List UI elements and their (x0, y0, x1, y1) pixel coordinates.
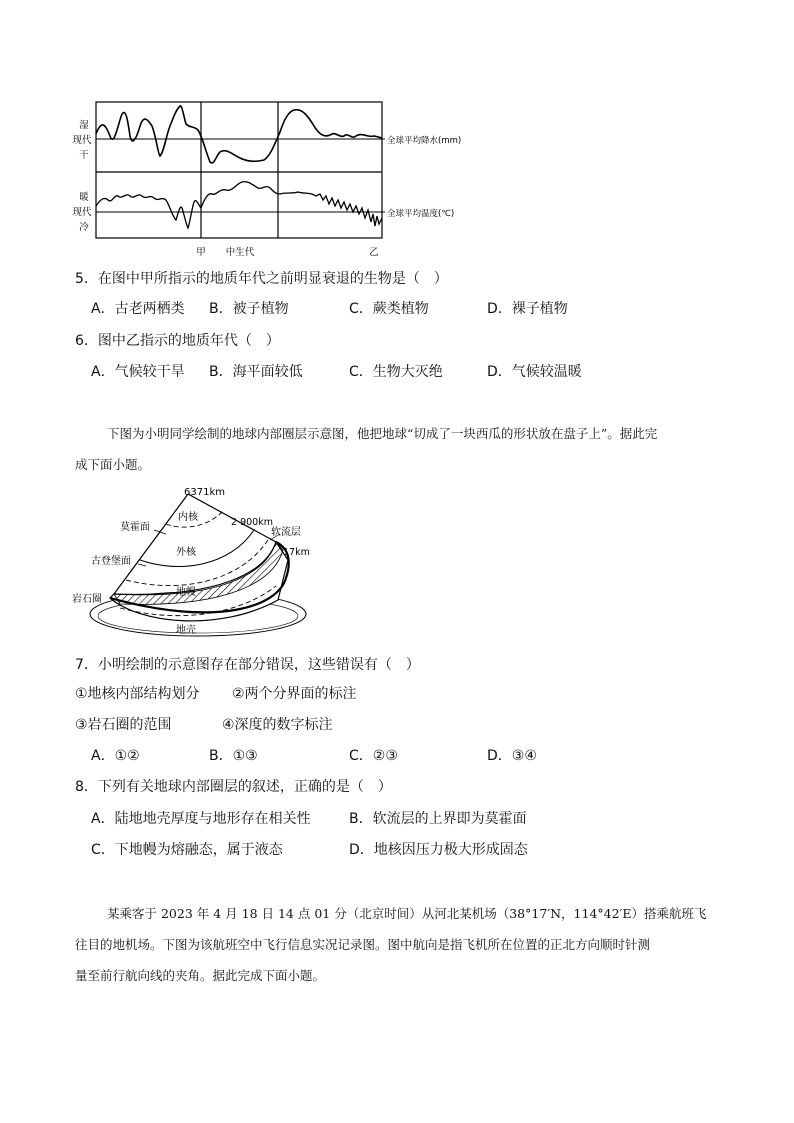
climate-figure (70, 96, 490, 261)
q7-item-1: ①地核内部结构划分 (75, 686, 200, 702)
intro-paragraph-2-line-1: 某乘客于 2023 年 4 月 18 日 14 点 01 分（北京时间）从河北某机场（38°17′N，114°42′E）搭乘航班飞 (107, 906, 707, 921)
q5-option-d[interactable]: D．裸子植物 (487, 301, 568, 317)
label-moho: 莫霍面 (120, 522, 150, 533)
label-2900km: 2 900km (231, 517, 273, 528)
y-label-cold: 冷 (79, 222, 89, 233)
q7-item-2: ②两个分界面的标注 (232, 686, 357, 702)
question-7: 7．小明绘制的示意图存在部分错误，这些错误有（ ） (75, 657, 420, 673)
question-6: 6．图中乙指示的地质年代（ ） (75, 333, 280, 349)
q6-option-b[interactable]: B．海平面较低 (209, 364, 303, 380)
q5-option-c[interactable]: C．蕨类植物 (349, 301, 429, 317)
q8-option-b[interactable]: B．软流层的上界即为莫霍面 (349, 811, 527, 827)
q7-option-b[interactable]: B．①③ (209, 748, 258, 764)
label-17km: 17km (283, 547, 310, 558)
label-outer-core: 外核 (176, 547, 196, 558)
q7-item-4: ④深度的数字标注 (222, 717, 333, 733)
label-6371km: 6371km (184, 487, 225, 498)
label-inner-core: 内核 (178, 512, 198, 523)
earth-interior-diagram (70, 482, 310, 642)
label-asthenosphere: 软流层 (271, 527, 301, 538)
label-crust: 地壳 (176, 625, 196, 636)
y-label-warm: 暖 (79, 192, 89, 203)
intro-paragraph-1-line-2: 成下面小题。 (75, 457, 151, 472)
temp-curve (96, 182, 382, 228)
q7-item-3: ③岩石圈的范围 (75, 717, 172, 733)
earth-interior-figure (70, 482, 310, 642)
precip-curve (96, 106, 382, 163)
y-label-modern-top: 现代 (72, 135, 92, 146)
question-5: 5．在图中甲所指示的地质年代之前明显衰退的生物是（ ） (75, 271, 448, 287)
q8-option-a[interactable]: A．陆地地壳厚度与地形存在相关性 (91, 811, 311, 827)
q8-option-c[interactable]: C．下地幔为熔融态，属于液态 (91, 842, 283, 858)
q7-option-c[interactable]: C．②③ (349, 748, 398, 764)
y-label-wet: 湿 (79, 120, 89, 131)
x-label-jia: 甲 (196, 247, 206, 258)
q7-option-a[interactable]: A．①② (91, 748, 140, 764)
question-8: 8．下列有关地球内部圈层的叙述，正确的是（ ） (75, 779, 392, 795)
q5-option-a[interactable]: A．古老两栖类 (91, 301, 185, 317)
y-label-modern-bottom: 现代 (72, 207, 92, 218)
q5-option-b[interactable]: B．被子植物 (209, 301, 289, 317)
y-label-dry: 干 (79, 150, 89, 161)
q7-option-d[interactable]: D．③④ (487, 748, 537, 764)
x-label-mesozoic: 中生代 (225, 247, 255, 258)
q6-option-d[interactable]: D．气候较温暖 (487, 364, 582, 380)
temp-label: 全球平均温度(℃) (387, 209, 455, 219)
intro-paragraph-2-line-3: 量至前行航向线的夹角。据此完成下面小题。 (75, 968, 326, 983)
label-lithosphere: 岩石圈 (72, 594, 102, 605)
q6-option-c[interactable]: C．生物大灭绝 (349, 364, 443, 380)
climate-chart (70, 96, 490, 261)
intro-paragraph-1-line-1: 下图为小明同学绘制的地球内部圈层示意图，他把地球“切成了一块西瓜的形状放在盘子上”。据此完 (107, 426, 658, 441)
q8-option-d[interactable]: D．地核因压力极大形成固态 (349, 842, 528, 858)
q6-option-a[interactable]: A．气候较干旱 (91, 364, 185, 380)
label-mantle: 地幔 (176, 587, 196, 598)
intro-paragraph-2-line-2: 往目的地机场。下图为该航班空中飞行信息实况记录图。图中航向是指飞机所在位置的正北方向顺时针测 (75, 937, 651, 952)
precip-label: 全球平均降水(mm) (387, 136, 462, 146)
x-label-yi: 乙 (369, 247, 379, 258)
label-gutenberg: 古登堡面 (91, 556, 131, 567)
